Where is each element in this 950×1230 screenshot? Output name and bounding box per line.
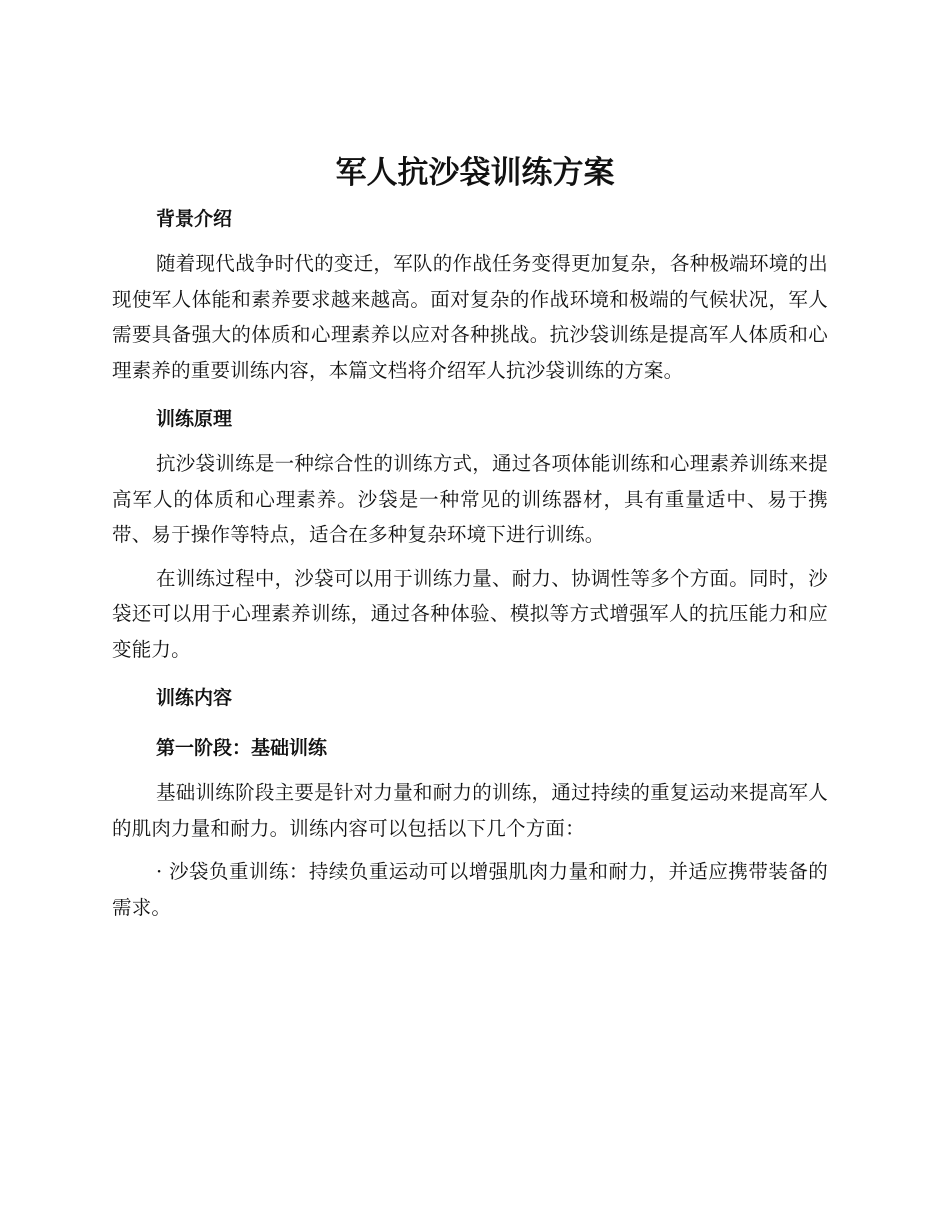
section-heading: 背景介绍 [156, 208, 233, 230]
bullet-paragraph: · 沙袋负重训练：持续负重运动可以增强肌肉力量和耐力，并适应携带装备的需求。 [112, 860, 828, 919]
section-principle [112, 396, 828, 667]
section-heading: 训练内容 [156, 687, 233, 709]
document-title: 军人抗沙袋训练方案 [335, 155, 615, 191]
section-background [112, 196, 828, 388]
paragraph: 抗沙袋训练是一种综合性的训练方式，通过各项体能训练和心理素养训练来提高军人的体质和心理素养。沙袋是一种常见的训练器材，具有重量适中、易于携带、易于操作等特点，适合在多种复杂环境下进行训练。 [112, 452, 828, 546]
paragraph: 随着现代战争时代的变迁，军队的作战任务变得更加复杂，各种极端环境的出现使军人体能和素养要求越来越高。面对复杂的作战环境和极端的气候状况，军人需要具备强大的体质和心理素养以应对各种挑战。抗沙袋训练是提高军人体质和心理素养的重要训练内容，本篇文档将介绍军人抗沙袋训练的方案。 [112, 252, 828, 382]
document-body [112, 196, 828, 925]
section-heading: 训练原理 [156, 408, 233, 430]
paragraph: 基础训练阶段主要是针对力量和耐力的训练，通过持续的重复运动来提高军人的肌肉力量和耐力。训练内容可以包括以下几个方面： [112, 781, 828, 840]
paragraph: 在训练过程中，沙袋可以用于训练力量、耐力、协调性等多个方面。同时，沙袋还可以用于心理素养训练，通过各种体验、模拟等方式增强军人的抗压能力和应变能力。 [112, 566, 828, 661]
section-content [112, 675, 828, 925]
section-subheading: 第一阶段：基础训练 [156, 737, 328, 759]
